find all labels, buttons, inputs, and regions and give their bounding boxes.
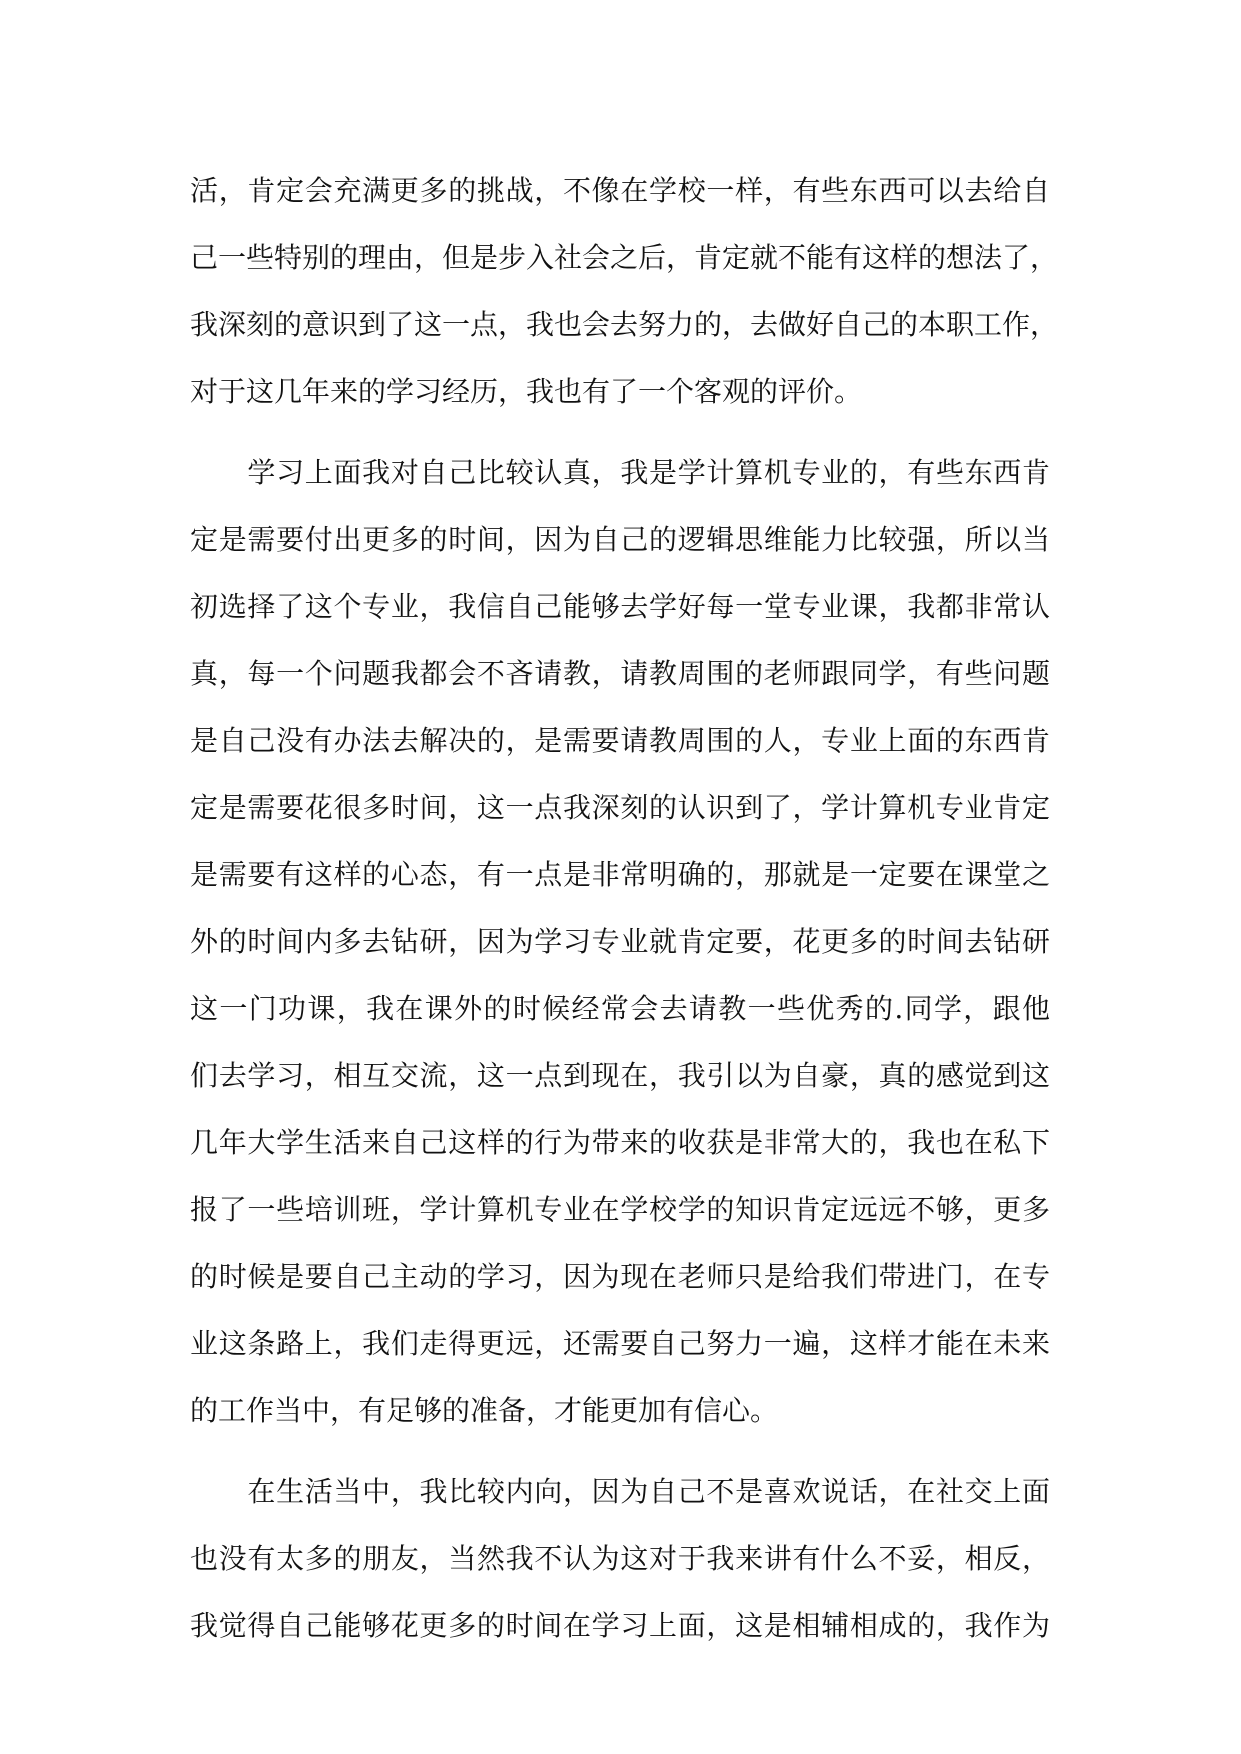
- text-line: 这一门功课，我在课外的时候经常会去请教一些优秀的.同学，跟他: [190, 992, 1050, 1025]
- text-line: 业这条路上，我们走得更远，还需要自己努力一遍，这样才能在未来: [190, 1327, 1050, 1360]
- text-line: 真，每一个问题我都会不吝请教，请教周围的老师跟同学，有些问题: [190, 657, 1050, 690]
- text-line: 学习上面我对自己比较认真，我是学计算机专业的，有些东西肯: [190, 456, 1050, 489]
- paragraph-gap: [190, 1444, 1050, 1458]
- text-line: 我觉得自己能够花更多的时间在学习上面，这是相辅相成的，我作为: [190, 1609, 1050, 1642]
- text-line: 几年大学生活来自己这样的行为带来的收获是非常大的，我也在私下: [190, 1126, 1050, 1159]
- paragraph-2: [190, 439, 1050, 1444]
- text-line: 己一些特别的理由，但是步入社会之后，肯定就不能有这样的想法了，: [190, 241, 1059, 274]
- paragraph-gap: [190, 425, 1050, 439]
- text-line: 是需要有这样的心态，有一点是非常明确的，那就是一定要在课堂之: [190, 858, 1050, 891]
- text-line: 报了一些培训班，学计算机专业在学校学的知识肯定远远不够，更多: [190, 1193, 1050, 1226]
- text-line: 对于这几年来的学习经历，我也有了一个客观的评价。: [190, 375, 863, 408]
- text-line: 们去学习，相互交流，这一点到现在，我引以为自豪，真的感觉到这: [190, 1059, 1050, 1092]
- text-line: 定是需要付出更多的时间，因为自己的逻辑思维能力比较强，所以当: [190, 523, 1050, 556]
- text-line: 初选择了这个专业，我信自己能够去学好每一堂专业课，我都非常认: [190, 590, 1050, 623]
- text-line: 是自己没有办法去解决的，是需要请教周围的人，专业上面的东西肯: [190, 724, 1050, 757]
- text-line: 的工作当中，有足够的准备，才能更加有信心。: [190, 1394, 779, 1427]
- text-line: 也没有太多的朋友，当然我不认为这对于我来讲有什么不妥，相反，: [190, 1542, 1050, 1575]
- text-line: 定是需要花很多时间，这一点我深刻的认识到了，学计算机专业肯定: [190, 791, 1050, 824]
- text-line: 外的时间内多去钻研，因为学习专业就肯定要，花更多的时间去钻研: [190, 925, 1050, 958]
- paragraph-3: [190, 1458, 1050, 1659]
- text-line: 我深刻的意识到了这一点，我也会去努力的，去做好自己的本职工作，: [190, 308, 1059, 341]
- body-text: [190, 157, 1059, 1659]
- text-line: 的时候是要自己主动的学习，因为现在老师只是给我们带进门，在专: [190, 1260, 1050, 1293]
- text-line: 活，肯定会充满更多的挑战，不像在学校一样，有些东西可以去给自: [190, 174, 1050, 207]
- text-line: 在生活当中，我比较内向，因为自己不是喜欢说话，在社交上面: [190, 1475, 1050, 1508]
- paragraph-1: [190, 157, 1059, 425]
